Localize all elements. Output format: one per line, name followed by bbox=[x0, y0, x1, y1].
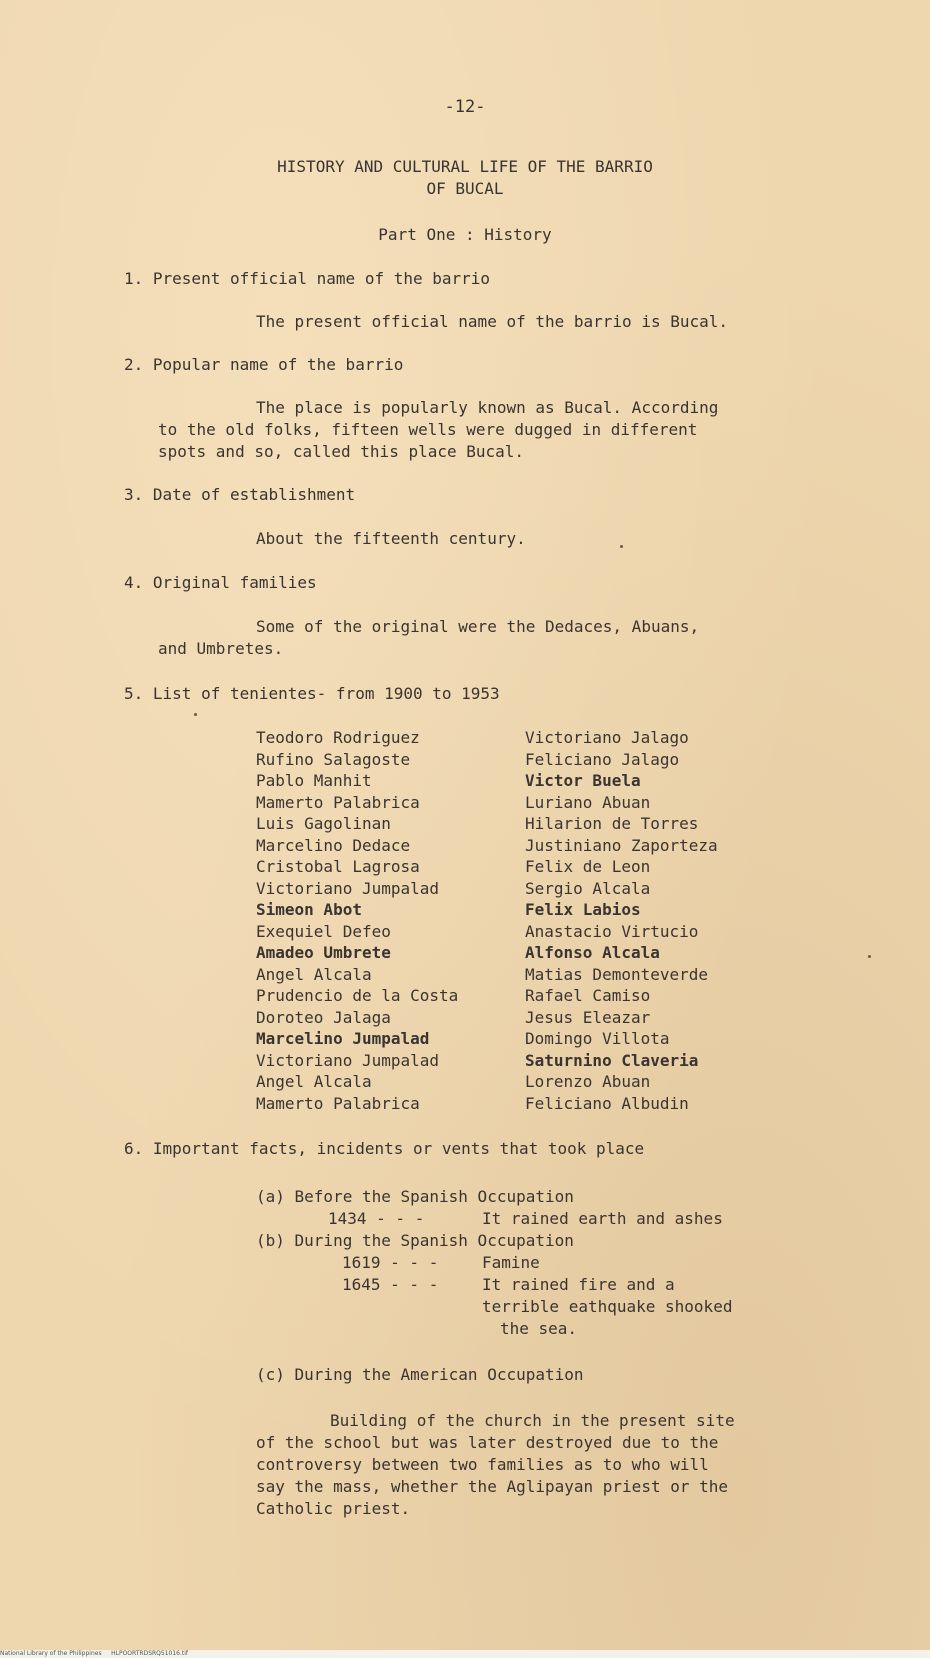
event-b-label: (b) During the Spanish Occupation bbox=[256, 1231, 574, 1250]
part-heading: Part One : History bbox=[378, 225, 552, 244]
teniente-name: Sergio Alcala bbox=[525, 878, 651, 898]
teniente-name: Feliciano Jalago bbox=[525, 749, 680, 769]
teniente-name: Domingo Villota bbox=[525, 1029, 670, 1048]
teniente-name: Alfonso Alcala bbox=[525, 943, 660, 962]
teniente-name: Victor Buela bbox=[525, 771, 641, 790]
event-b2-text: terrible eathquake shooked bbox=[482, 1297, 733, 1316]
page-number: -12- bbox=[444, 97, 486, 117]
section-1-heading: 1. Present official name of the barrio bbox=[124, 269, 491, 288]
teniente-name: Hilarion de Torres bbox=[525, 814, 699, 833]
teniente-name: Doroteo Jalaga bbox=[256, 1007, 391, 1027]
teniente-name: Exequiel Defeo bbox=[256, 921, 391, 941]
teniente-name: Simeon Abot bbox=[256, 900, 362, 919]
section-2-body-line: spots and so, called this place Bucal. bbox=[158, 442, 525, 461]
section-5-heading: 5. List of tenientes- from 1900 to 1953 bbox=[124, 684, 500, 703]
section-4-body-line: and Umbretes. bbox=[158, 639, 284, 658]
teniente-name: Marcelino Jumpalad bbox=[256, 1029, 430, 1048]
teniente-name: Feliciano Albudin bbox=[525, 1093, 689, 1113]
teniente-name: Anastacio Virtucio bbox=[525, 921, 699, 941]
section-3-heading: 3. Date of establishment bbox=[124, 485, 356, 504]
ink-speck bbox=[868, 955, 871, 958]
event-c-body-line: Building of the church in the present site bbox=[330, 1411, 735, 1430]
section-4-heading: 4. Original families bbox=[124, 573, 317, 592]
teniente-name: Lorenzo Abuan bbox=[525, 1072, 651, 1091]
event-c-label: (c) During the American Occupation bbox=[256, 1365, 584, 1384]
teniente-name: Rufino Salagoste bbox=[256, 749, 411, 769]
teniente-name: Felix Labios bbox=[525, 900, 641, 919]
teniente-name: Jesus Eleazar bbox=[525, 1007, 651, 1027]
teniente-name: Justiniano Zaporteza bbox=[525, 835, 718, 855]
section-2-body-line: The place is popularly known as Bucal. According bbox=[256, 398, 719, 417]
event-c-body-line: say the mass, whether the Aglipayan priest or the bbox=[256, 1477, 729, 1496]
teniente-name: Angel Alcala bbox=[256, 1072, 372, 1091]
event-a1-text: It rained earth and ashes bbox=[482, 1209, 723, 1228]
teniente-name: Teodoro Rodriguez bbox=[256, 728, 420, 747]
teniente-name: Victoriano Jumpalad bbox=[256, 1050, 440, 1070]
event-b1-text: Famine bbox=[482, 1253, 540, 1272]
teniente-name: Pablo Manhit bbox=[256, 771, 372, 790]
teniente-name: Amadeo Umbrete bbox=[256, 943, 391, 962]
event-b2-text: It rained fire and a bbox=[482, 1275, 675, 1294]
teniente-name: Luriano Abuan bbox=[525, 792, 651, 812]
teniente-name: Rafael Camiso bbox=[525, 986, 651, 1005]
event-b2-year: 1645 - - - bbox=[342, 1275, 439, 1294]
ink-speck bbox=[194, 713, 197, 716]
document-title-line2: OF BUCAL bbox=[426, 179, 504, 198]
teniente-name: Mamerto Palabrica bbox=[256, 792, 420, 812]
section-4-body-line: Some of the original were the Dedaces, Abuans, bbox=[256, 617, 700, 636]
ink-speck bbox=[620, 545, 623, 548]
event-b1-year: 1619 - - - bbox=[342, 1253, 439, 1272]
teniente-name: Angel Alcala bbox=[256, 964, 372, 984]
teniente-name: Prudencio de la Costa bbox=[256, 986, 459, 1005]
section-2-body-line: to the old folks, fifteen wells were dugged in different bbox=[158, 420, 698, 439]
event-b2-text: the sea. bbox=[500, 1319, 578, 1338]
teniente-name: Felix de Leon bbox=[525, 857, 651, 876]
event-a-label: (a) Before the Spanish Occupation bbox=[256, 1187, 574, 1206]
section-3-body: About the fifteenth century. bbox=[256, 529, 526, 548]
section-6-heading: 6. Important facts, incidents or vents that took place bbox=[124, 1139, 645, 1158]
tenientes-left-column bbox=[256, 727, 458, 1114]
section-1-body: The present official name of the barrio is Bucal. bbox=[256, 312, 729, 331]
teniente-name: Saturnino Claveria bbox=[525, 1050, 699, 1070]
event-c-body-line: Catholic priest. bbox=[256, 1499, 411, 1518]
event-c-body-line: controversy between two families as to who will bbox=[256, 1455, 709, 1474]
scan-footer: National Library of the Philippines HLPOORTRDSRQ51016.tif bbox=[0, 1650, 930, 1658]
tenientes-right-column bbox=[525, 727, 718, 1114]
event-a1-year: 1434 - - - bbox=[328, 1209, 425, 1228]
teniente-name: Victoriano Jumpalad bbox=[256, 878, 440, 898]
teniente-name: Victoriano Jalago bbox=[525, 728, 689, 747]
teniente-name: Marcelino Dedace bbox=[256, 835, 411, 855]
teniente-name: Luis Gagolinan bbox=[256, 814, 391, 833]
teniente-name: Matias Demonteverde bbox=[525, 964, 709, 984]
section-2-heading: 2. Popular name of the barrio bbox=[124, 355, 404, 374]
teniente-name: Mamerto Palabrica bbox=[256, 1093, 420, 1113]
document-title-line1: HISTORY AND CULTURAL LIFE OF THE BARRIO bbox=[277, 157, 653, 176]
teniente-name: Cristobal Lagrosa bbox=[256, 857, 420, 876]
event-c-body-line: of the school but was later destroyed due to the bbox=[256, 1433, 719, 1452]
